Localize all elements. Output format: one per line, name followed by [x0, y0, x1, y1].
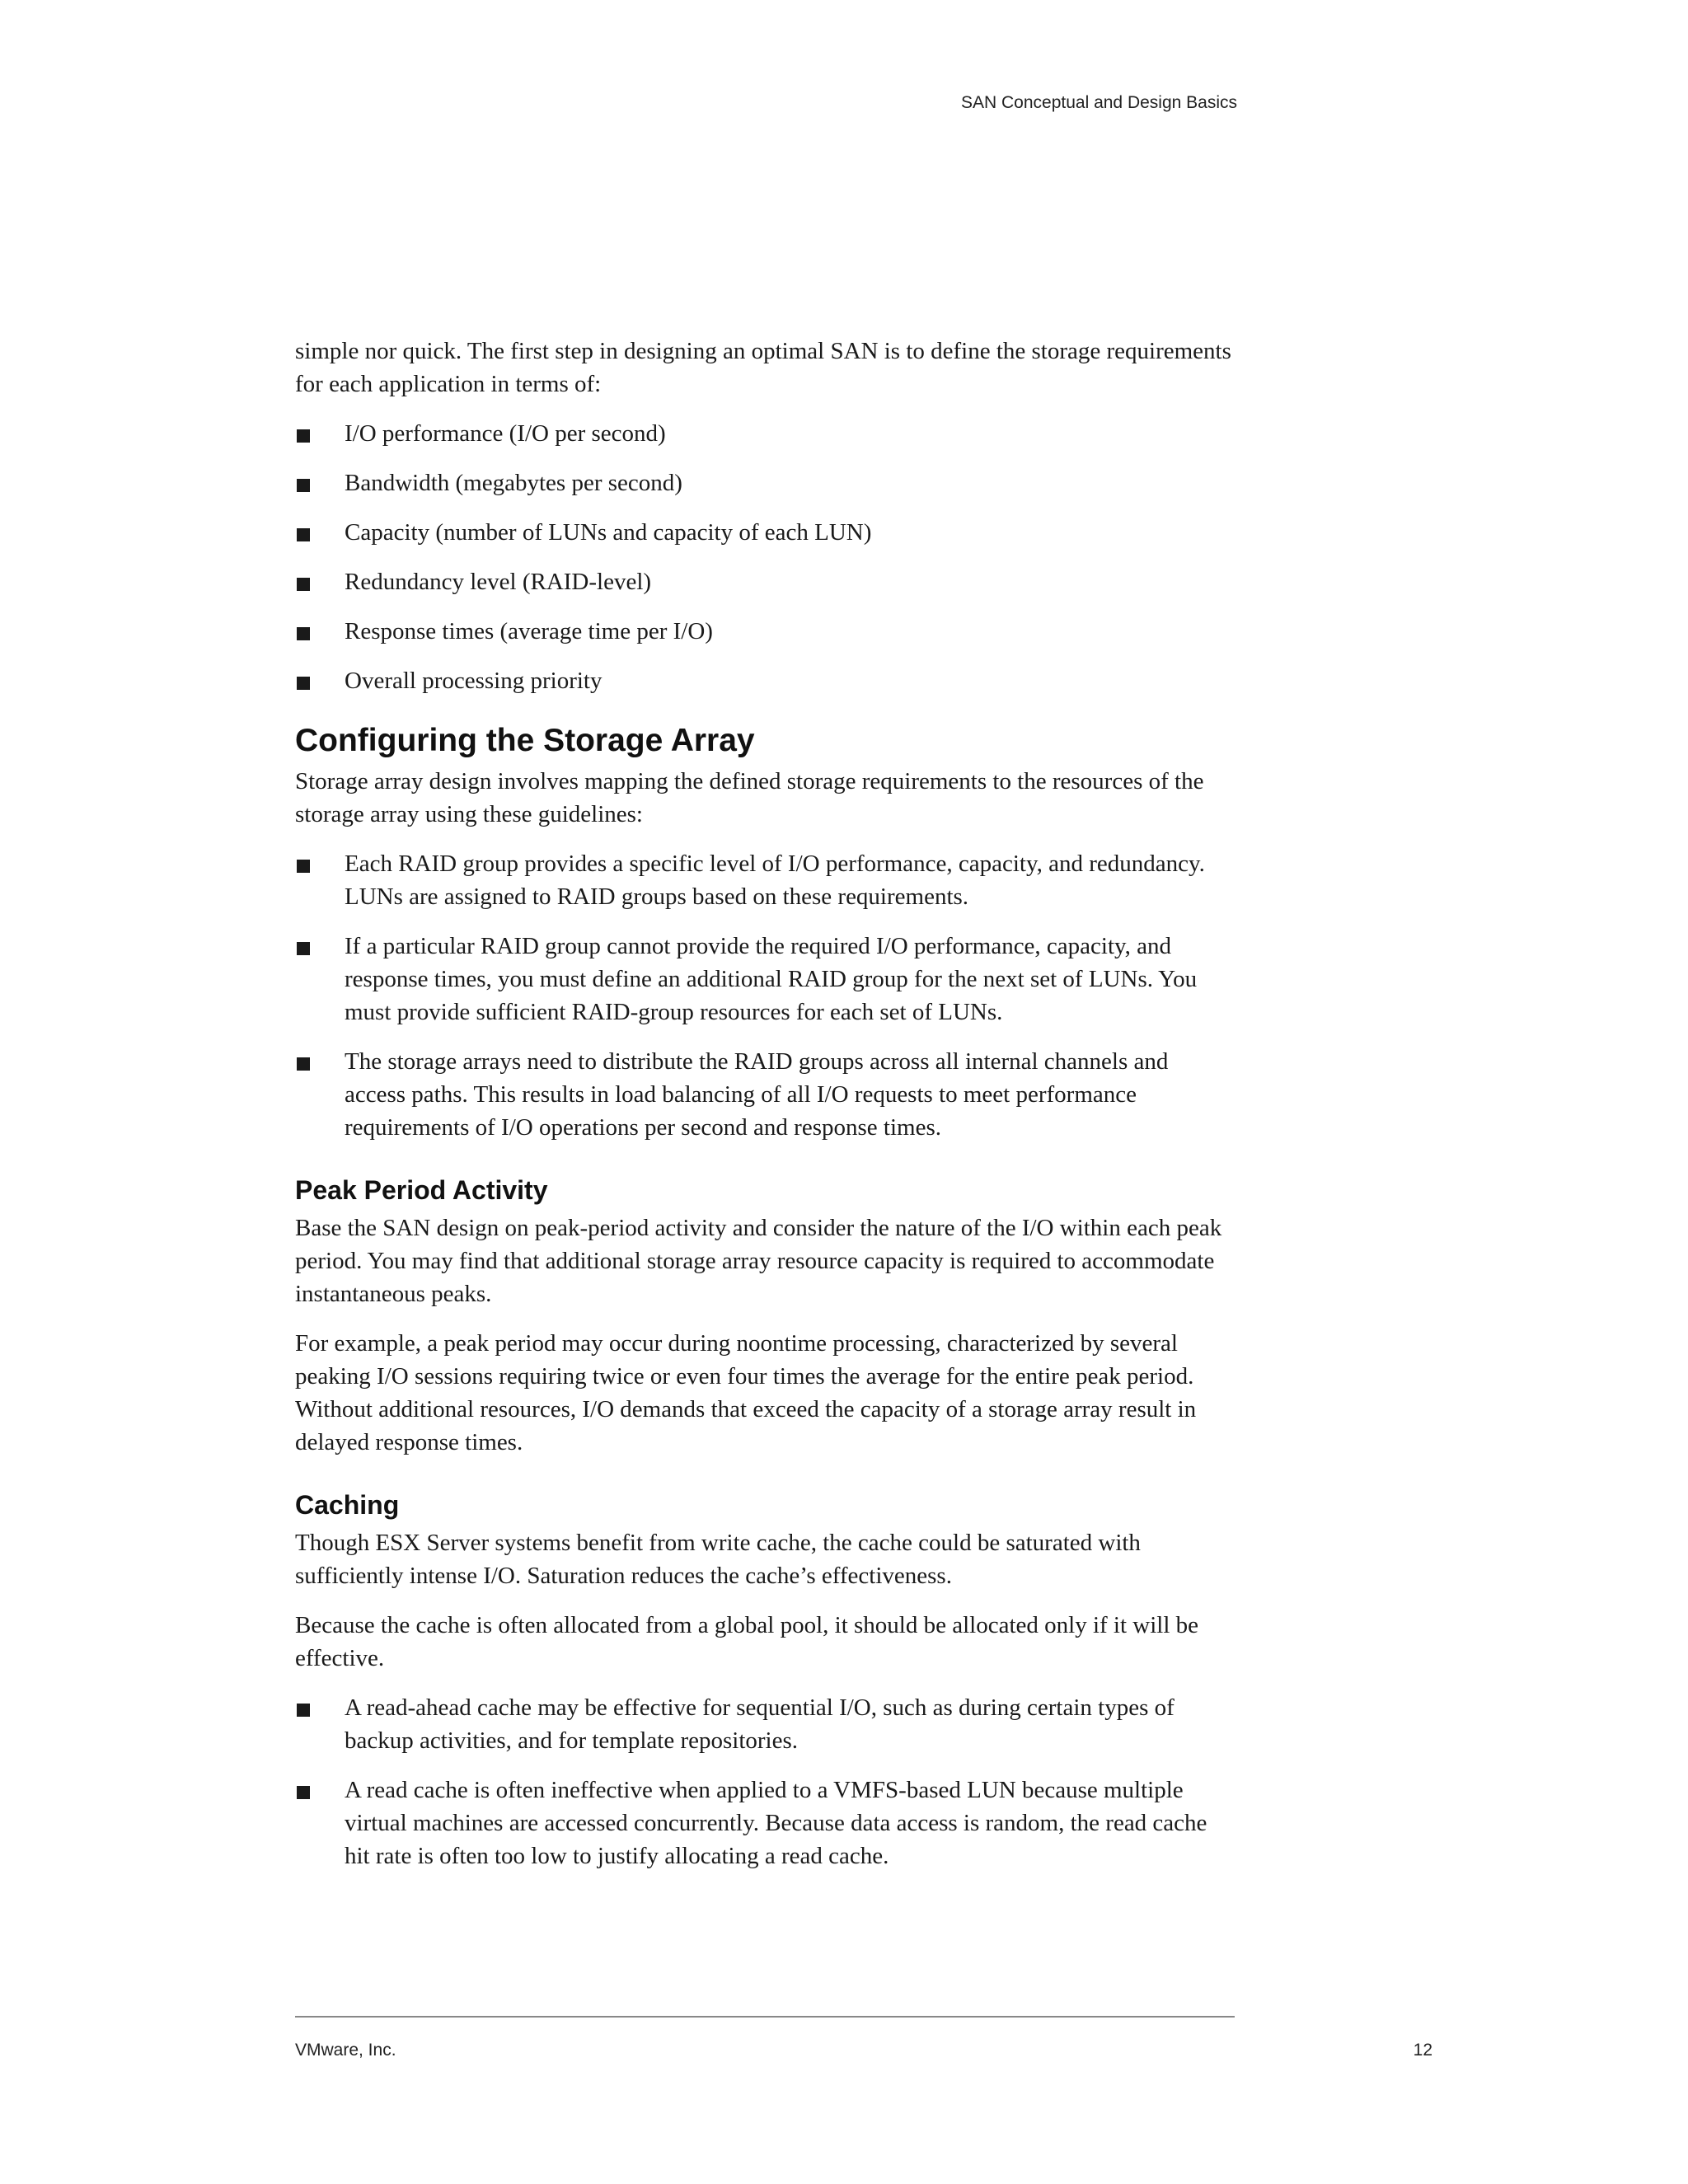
square-bullet-icon — [297, 1704, 310, 1717]
peak-period-paragraph: For example, a peak period may occur during noontime processing, characterized by several peaking I/O sessions requiring twice or even four times the average for the entire peak period. Without additional resources, I/O demands that exceed the capacity of a storage array result in delayed response times. — [295, 1330, 1197, 1455]
caching-list — [295, 1691, 1235, 1872]
storage-array-guidelines-list — [295, 847, 1235, 1144]
requirements-list — [295, 417, 1235, 697]
footer-divider — [295, 2016, 1235, 2018]
list-item — [295, 930, 1235, 1029]
list-item-text: A read-ahead cache may be effective for sequential I/O, such as during certain types of backup activities, and for template repositories. — [345, 1694, 1175, 1754]
storage-array-paragraph: Storage array design involves mapping the defined storage requirements to the resources of the storage array using these guidelines: — [295, 768, 1204, 827]
section-heading-storage-array: Configuring the Storage Array — [295, 723, 755, 758]
list-item-text: If a particular RAID group cannot provide the required I/O performance, capacity, and response times, you must define an additional RAID group for the next set of LUNs. You must provide sufficient RAID-group resources for each set of LUNs. — [345, 933, 1198, 1025]
list-item — [295, 1691, 1235, 1757]
list-item — [295, 847, 1235, 913]
square-bullet-icon — [297, 429, 310, 443]
list-item — [295, 1045, 1235, 1144]
list-item — [295, 664, 1235, 697]
document-body — [295, 335, 1235, 1889]
list-item-text: I/O performance (I/O per second) — [345, 420, 666, 447]
square-bullet-icon — [297, 627, 310, 640]
square-bullet-icon — [297, 578, 310, 591]
list-item-text: Redundancy level (RAID-level) — [345, 569, 652, 595]
square-bullet-icon — [297, 1057, 310, 1071]
running-header: SAN Conceptual and Design Basics — [960, 93, 1237, 112]
square-bullet-icon — [297, 479, 310, 492]
list-item — [295, 615, 1235, 648]
caching-paragraph: Because the cache is often allocated from a global pool, it should be allocated only if it will be effective. — [295, 1612, 1199, 1671]
list-item-text: The storage arrays need to distribute the RAID groups across all internal channels and access paths. This results in load balancing of all I/O requests to meet performance requirements of I/O operations per second and response times. — [345, 1048, 1169, 1141]
list-item-text: Each RAID group provides a specific level of I/O performance, capacity, and redundancy. LUNs are assigned to RAID groups based on these requirements. — [345, 851, 1205, 910]
footer-company: VMware, Inc. — [295, 2041, 396, 2060]
square-bullet-icon — [297, 860, 310, 873]
square-bullet-icon — [297, 528, 310, 541]
caching-paragraph: Though ESX Server systems benefit from write cache, the cache could be saturated with sufficiently intense I/O. Saturation reduces the cache’s effectiveness. — [295, 1530, 1141, 1589]
subsection-heading-peak-period: Peak Period Activity — [295, 1175, 548, 1205]
page-number: 12 — [1413, 2041, 1432, 2060]
list-item — [295, 466, 1235, 499]
list-item-text: Capacity (number of LUNs and capacity of each LUN) — [345, 519, 872, 546]
list-item — [295, 417, 1235, 450]
list-item — [295, 516, 1235, 549]
peak-period-paragraph: Base the SAN design on peak-period activity and consider the nature of the I/O within each peak period. You may find that additional storage array resource capacity is required to accommodate instantaneous peaks. — [295, 1215, 1222, 1307]
subsection-heading-caching: Caching — [295, 1490, 400, 1520]
list-item-text: Overall processing priority — [345, 668, 603, 694]
list-item — [295, 1774, 1235, 1872]
list-item-text: A read cache is often ineffective when applied to a VMFS-based LUN because multiple virtual machines are accessed concurrently. Because data access is random, the read cache hit rate is often too low to justify allocating a read cache. — [345, 1777, 1207, 1869]
list-item-text: Bandwidth (megabytes per second) — [345, 470, 682, 496]
square-bullet-icon — [297, 942, 310, 955]
square-bullet-icon — [297, 677, 310, 690]
list-item — [295, 565, 1235, 598]
square-bullet-icon — [297, 1786, 310, 1799]
list-item-text: Response times (average time per I/O) — [345, 618, 713, 644]
intro-paragraph: simple nor quick. The first step in designing an optimal SAN is to define the storage requirements for each application in terms of: — [295, 338, 1231, 397]
